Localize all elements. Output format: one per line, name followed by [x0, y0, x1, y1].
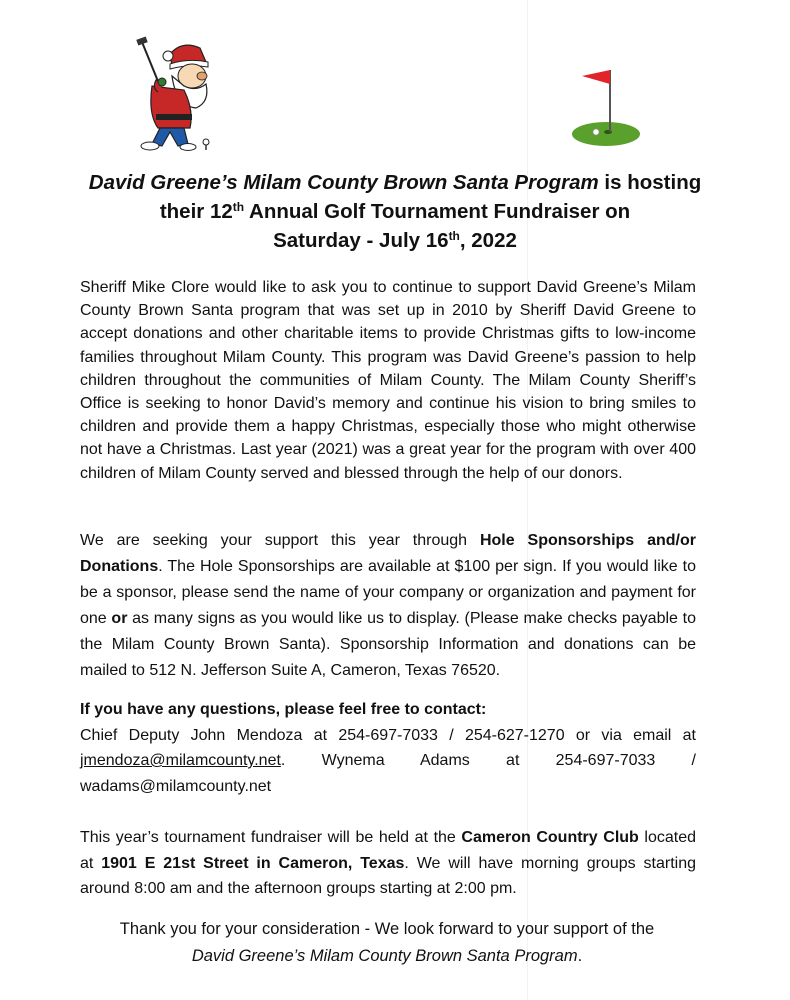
location-text-1: This year’s tournament fundraiser will be held at the — [80, 829, 462, 846]
contact-section — [80, 697, 696, 799]
sponsorship-text-1: We are seeking your support this year through — [80, 532, 480, 549]
location-paragraph — [80, 825, 696, 902]
headline-line-1 — [60, 168, 730, 197]
headline-annual-post: Annual Golf Tournament Fundraiser on — [244, 200, 631, 223]
contact-heading: If you have any questions, please feel free to contact: — [80, 701, 487, 718]
closing-period: . — [577, 947, 583, 965]
sponsorship-text-3: as many signs as you would like us to display. (Please make checks payable to the Milam County Brown Santa). Sponsorship Information and donations can be mailed to 512 N. Jefferson Suite A, Cameron, Texas 76520. — [80, 610, 696, 679]
headline-annual-pre: their 12 — [159, 200, 233, 223]
headline-date-pre: Saturday - July 16 — [273, 229, 449, 252]
location-text-3: . We will have morning groups starting around 8:00 am and the afternoon groups starting at 2:00 pm. — [80, 854, 696, 897]
sponsorship-or: or — [111, 610, 128, 627]
sponsorship-paragraph — [80, 528, 696, 684]
sponsorship-text-2: . The Hole Sponsorships are available at $100 per sign. If you would like to be a sponsor, please send the name of your company or organization and payment for one — [80, 558, 696, 627]
sponsorship-bold: Hole Sponsorships and/or Donations — [80, 532, 696, 575]
contact-line-2-rest: . Wynema Adams at 254-697-7033 / — [280, 752, 696, 769]
ordinal-superscript: th — [232, 200, 245, 214]
closing-line-2 — [60, 943, 714, 970]
headline-line-3 — [60, 226, 730, 255]
closing-message — [60, 916, 714, 970]
email-link-wadams[interactable]: wadams@milamcounty.net — [80, 777, 272, 795]
location-text-2: located at — [80, 829, 697, 872]
contact-line-2 — [80, 748, 696, 774]
ordinal-superscript: th — [448, 229, 460, 243]
venue-name: Cameron Country Club — [461, 829, 639, 846]
contact-line-1: Chief Deputy John Mendoza at 254-697-7033 / 254-627-1270 or via email at — [80, 726, 696, 744]
headline-line-2 — [60, 197, 730, 226]
intro-paragraph: Sheriff Mike Clore would like to ask you to continue to support David Greene’s Milam County Brown Santa program that was set up in 2010 by Sheriff David Greene to accept donations and other charitable items to provide Christmas gifts to low-income families throughout Milam County. This program was David Greene’s passion to help children throughout the communities of Milam County. The Milam County Sheriff’s Office is seeking to honor David’s memory and continue his vision to bring smiles to children and provide them a happy Christmas, especially those who might otherwise not have a Christmas. Last year (2021) was a great year for the program with over 400 children of Milam County served and blessed through the help of our donors. — [80, 279, 696, 482]
email-link-jmendoza[interactable]: jmendoza@milamcounty.net — [80, 752, 281, 769]
closing-program-name: David Greene’s Milam County Brown Santa Program — [191, 947, 578, 965]
golf-flag-illustration — [568, 62, 644, 150]
closing-line-1: Thank you for your consideration - We look forward to your support of the — [119, 920, 655, 938]
santa-golfer-illustration — [112, 36, 222, 152]
headline-hosting: is hosting — [598, 171, 702, 194]
venue-address: 1901 E 21st Street in Cameron, Texas — [101, 854, 405, 872]
headline — [60, 168, 730, 255]
headline-program-name: David Greene’s Milam County Brown Santa Program — [88, 171, 599, 194]
headline-date-post: , 2022 — [459, 229, 517, 252]
